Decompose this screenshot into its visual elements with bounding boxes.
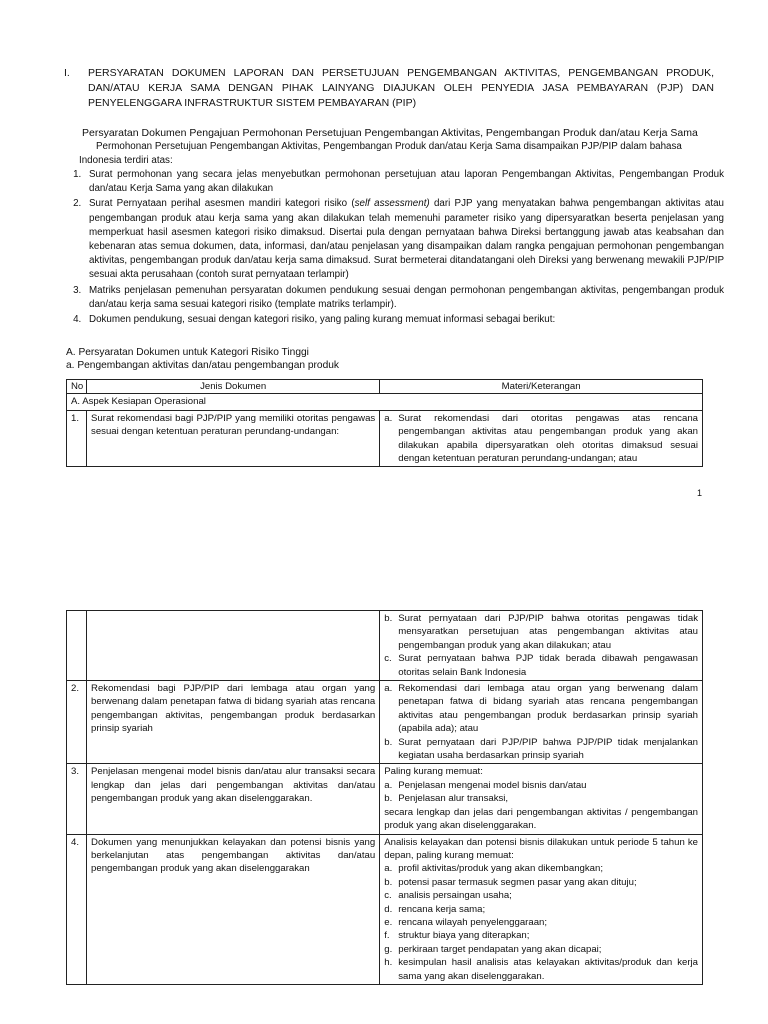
materi-marker: a. <box>384 863 393 875</box>
cell-materi <box>380 764 703 834</box>
materi-marker: f. <box>384 930 390 942</box>
materi-text: struktur biaya yang diterapkan; <box>398 930 530 942</box>
materi-marker: a. <box>384 683 393 695</box>
table-row <box>67 764 703 834</box>
requirements-table-page-1 <box>66 379 703 467</box>
cell-no: 3. <box>67 764 87 834</box>
materi-item <box>384 652 698 679</box>
materi-text: potensi pasar termasuk segmen pasar yang akan dituju; <box>398 876 637 888</box>
table-row <box>67 681 703 764</box>
materi-text: Rekomendasi dari lembaga atau organ yang berwenang dalam penetapan fatwa di bidang syariah atas rencana pengembangan aktivitas atau pengembangan produk berdasarkan prinsip syariah (apabila ada); atau <box>398 683 698 735</box>
materi-text: secara lengkap dan jelas dari pengembangan aktivitas / pengembangan produk yang akan diselenggarakan. <box>384 806 698 832</box>
cell-jenis-dokumen <box>87 611 380 681</box>
materi-marker: c. <box>384 890 392 902</box>
materi-text: rencana kerja sama; <box>398 903 486 915</box>
materi-marker: d. <box>384 903 393 915</box>
materi-marker: b. <box>384 736 393 748</box>
document-page-2 <box>0 598 768 1024</box>
cell-no <box>67 611 87 681</box>
materi-text: Surat pernyataan dari PJP/PIP bahwa PJP/PIP tidak menjalankan kegiatan usaha berdasarkan prinsip syariah <box>398 736 698 762</box>
aspect-row <box>67 394 703 410</box>
section-a-title: A. Persyaratan Dokumen untuk Kategori Risiko Tinggi <box>66 347 309 358</box>
page-number: 1 <box>697 488 703 498</box>
intro-paragraph: Permohonan Persetujuan Pengembangan Aktivitas, Pengembangan Produk dan/atau Kerja Sama disampaikan PJP/PIP dalam bahasa Indonesia terdiri atas: <box>79 141 682 166</box>
materi-item <box>384 956 698 983</box>
cell-no: 2. <box>67 681 87 764</box>
materi-item <box>384 943 698 956</box>
materi-list <box>384 682 698 762</box>
materi-item <box>384 916 698 929</box>
materi-list <box>384 765 698 832</box>
materi-item <box>384 862 698 875</box>
materi-item <box>384 682 698 736</box>
materi-item <box>384 903 698 916</box>
materi-marker: a. <box>384 779 393 791</box>
materi-text: analisis persaingan usaha; <box>398 890 512 902</box>
cell-materi <box>380 410 703 467</box>
materi-text: Surat pernyataan bahwa PJP tidak berada dibawah pengawasan otoritas selain Bank Indonesia <box>398 653 698 678</box>
materi-item <box>384 836 698 863</box>
materi-item <box>384 765 698 778</box>
section-heading-text: PERSYARATAN DOKUMEN LAPORAN DAN PERSETUJUAN PENGEMBANGAN AKTIVITAS, PENGEMBANGAN PRODUK, DAN/ATAU KERJA SAMA DENGAN PIHAK LAINYANG DIAJUKAN OLEH PENYEDIA JASA PEMBAYARAN (PJP) DAN PENYELENGGARA INFRASTRUKTUR SISTEM PEMBAYARAN (PIP) <box>88 67 714 109</box>
requirements-table-page-2 <box>66 610 703 985</box>
cell-no: 1. <box>67 410 87 467</box>
materi-text: Penjelasan mengenai model bisnis dan/atau <box>398 779 587 791</box>
cell-jenis-dokumen: Surat rekomendasi bagi PJP/PIP yang memiliki otoritas pengawas sesuai dengan ketentuan peraturan perundang-undangan: <box>87 410 380 467</box>
materi-text: Surat rekomendasi dari otoritas pengawas atas rencana pengembangan aktivitas atau pengembangan produk yang akan dilakukan apabila dipersyaratkan oleh otoritas dimaksud sesuai dengan ketentuan peraturan perundang-undangan; atau <box>398 412 698 465</box>
materi-text: Paling kurang memuat: <box>384 766 483 778</box>
materi-text: rencana wilayah penyelenggaraan; <box>398 916 548 928</box>
materi-list <box>384 612 698 679</box>
table-row <box>67 410 703 467</box>
materi-text: perkiraan target pendapatan yang akan dicapai; <box>398 943 602 955</box>
materi-item <box>384 779 698 792</box>
section-heading-number: I. <box>64 67 70 79</box>
section-a-subtitle: a. Pengembangan aktivitas dan/atau pengembangan produk <box>66 360 340 371</box>
materi-list <box>384 836 698 983</box>
cell-jenis-dokumen: Rekomendasi bagi PJP/PIP dari lembaga atau organ yang berwenang dalam penetapan fatwa di bidang syariah atas rencana pengembangan aktivitas, pengembangan produk berdasarkan prinsip syariah <box>87 681 380 764</box>
materi-item <box>384 806 698 833</box>
requirement-item: 2. Surat Pernyataan perihal asesmen mandiri kategori risiko (self assessment) dari PJP yang menyatakan bahwa pengembangan aktivitas atau pengembangan produk atau kerja sama yang akan dilakukan telah memenuhi parameter risiko yang dipersyaratkan beserta penjelasan yang memperkuat hasil asesmen kategori risiko dimaksud. Disertai pula dengan pernyataan bahwa Direksi bertanggung jawab atas keabsahan dan kebenaran atas semua dokumen, data, informasi, dan/atau penjelasan yang disampaikan dalam rangka pengajuan permohonan pengembangan aktivitas, pengembangan produk dan/atau kerja sama dimaksud. Surat bermeterai ditandatangani oleh Direksi yang berwenang mewakili PJP/PIP sesuai akta perusahaan (contoh surat pernyataan terlampir) <box>84 197 724 282</box>
cell-jenis-dokumen: Penjelasan mengenai model bisnis dan/atau alur transaksi secara lengkap dan jelas dari pengembangan aktivitas dan/atau pengembangan produk yang akan diselenggarakan. <box>87 764 380 834</box>
materi-marker: b. <box>384 793 393 805</box>
materi-item <box>384 889 698 902</box>
materi-marker: b. <box>384 876 393 888</box>
cell-materi <box>380 834 703 984</box>
header-jenis-dokumen: Jenis Dokumen <box>87 380 380 394</box>
materi-marker: a. <box>384 412 393 424</box>
requirement-item: 4. Dokumen pendukung, sesuai dengan kategori risiko, yang paling kurang memuat informasi sebagai berikut: <box>84 313 724 327</box>
cell-no: 4. <box>67 834 87 984</box>
cell-jenis-dokumen: Dokumen yang menunjukkan kelayakan dan potensi bisnis yang berkelanjutan atas pengembangan aktivitas dan/atau pengembangan produk yang akan diselenggarakan <box>87 834 380 984</box>
materi-text: Surat pernyataan dari PJP/PIP bahwa otoritas pengawas tidak mensyaratkan persetujuan atas pengembangan aktivitas atau pengembangan produk yang akan dilakukan; atau <box>398 613 698 651</box>
requirement-item: 1. Surat permohonan yang secara jelas menyebutkan permohonan persetujuan atau laporan Pengembangan Aktivitas, Pengembangan Produk dan/atau Kerja Sama yang akan dilakukan <box>84 168 724 196</box>
materi-item <box>384 876 698 889</box>
materi-list <box>384 412 698 466</box>
materi-text: kesimpulan hasil analisis atas kelayakan aktivitas/produk dan kerja sama yang akan diselenggarakan. <box>398 957 698 982</box>
materi-item <box>384 412 698 466</box>
materi-marker: b. <box>384 613 393 624</box>
cell-materi <box>380 681 703 764</box>
materi-text: profil aktivitas/produk yang akan dikembangkan; <box>398 863 604 875</box>
subheading: Persyaratan Dokumen Pengajuan Permohonan Persetujuan Pengembangan Aktivitas, Pengembangan Produk dan/atau Kerja Sama <box>82 127 698 139</box>
materi-marker: g. <box>384 943 393 955</box>
cell-materi <box>380 611 703 681</box>
materi-marker: h. <box>384 957 393 969</box>
table-row <box>67 834 703 984</box>
header-materi: Materi/Keterangan <box>380 380 703 394</box>
materi-item <box>384 929 698 942</box>
materi-text: Penjelasan alur transaksi, <box>398 793 509 805</box>
materi-marker: c. <box>384 653 392 665</box>
materi-item <box>384 736 698 763</box>
aspect-label: A. Aspek Kesiapan Operasional <box>67 394 703 410</box>
materi-item <box>384 612 698 652</box>
materi-marker: e. <box>384 916 393 928</box>
section-heading <box>64 66 714 111</box>
table-row <box>67 611 703 681</box>
materi-text: Analisis kelayakan dan potensi bisnis dilakukan untuk periode 5 tahun ke depan, paling kurang memuat: <box>384 836 698 861</box>
materi-item <box>384 792 698 805</box>
requirements-list <box>64 168 724 328</box>
table-header-row <box>67 380 703 394</box>
header-no: No <box>67 380 87 394</box>
requirement-item: 3. Matriks penjelasan pemenuhan persyaratan dokumen pendukung sesuai dengan permohonan pengembangan aktivitas, pengembangan produk dan/atau kerja sama sesuai kategori risiko (template matriks terlampir). <box>84 284 724 312</box>
